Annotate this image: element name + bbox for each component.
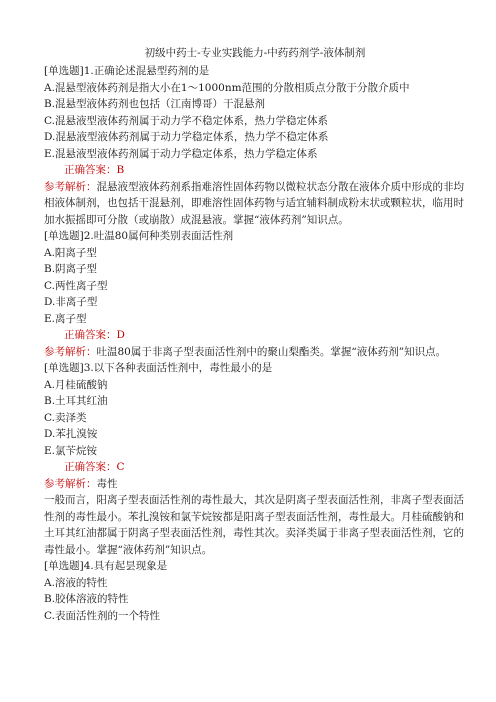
answer-label: 正确答案： bbox=[64, 329, 117, 341]
question-3 bbox=[44, 360, 466, 558]
option-c: C.表面活性剂的一个特性 bbox=[44, 609, 160, 622]
question-stem: [单选题]2.吐温80属何种类别表面活性剂 bbox=[44, 230, 234, 242]
answer-line bbox=[44, 162, 466, 179]
explanation-label: 参考解析： bbox=[44, 477, 97, 490]
answer-value: D bbox=[116, 329, 125, 341]
question-4 bbox=[44, 558, 466, 624]
option-a: A.月桂硫酸钠 bbox=[44, 378, 108, 391]
question-stem: [单选题]1.正确论述混悬型药剂的是 bbox=[44, 65, 210, 77]
explanation-text: 吐温80属于非离子型表面活性剂中的聚山梨酯类。掌握“液体药剂”知识点。 bbox=[96, 345, 447, 358]
explanation-label: 参考解析： bbox=[44, 345, 97, 358]
answer-label: 正确答案： bbox=[64, 461, 117, 473]
option-e: E.氯苄烷铵 bbox=[44, 444, 98, 457]
option-d: D.非离子型 bbox=[44, 296, 98, 308]
question-2 bbox=[44, 228, 466, 360]
option-d: D.苯扎溴铵 bbox=[44, 428, 98, 440]
explanation bbox=[44, 179, 466, 229]
answer-line bbox=[44, 459, 466, 476]
option-a: A.混悬型液体药剂是指大小在1～1000nm范围的分散相质点分散于分散介质中 bbox=[44, 81, 410, 94]
answer-value: B bbox=[116, 164, 125, 176]
option-a: A.阳离子型 bbox=[44, 246, 97, 259]
option-c: C.卖泽类 bbox=[44, 411, 87, 424]
option-c: C.混悬液型液体药剂属于动力学不稳定体系，热力学稳定体系 bbox=[44, 114, 328, 127]
option-e: E.离子型 bbox=[44, 312, 87, 325]
explanation bbox=[44, 344, 466, 361]
option-b: B.胶体溶液的特性 bbox=[44, 593, 129, 605]
explanation-detail: 一般而言，阳离子型表面活性剂的毒性最大，其次是阴离子型表面活性剂，非离子型表面活性剂的毒性最小。苯扎溴铵和氯苄烷铵都是阳离子型表面活性剂，毒性最大。月桂硫酸钠和土耳其红油都属于阴离子型表面活性剂，毒性其次。卖泽类属于非离子型表面活性剂，它的毒性最小。掌握“液体药剂”知识点。 bbox=[44, 494, 464, 556]
answer-line bbox=[44, 327, 466, 344]
option-b: B.土耳其红油 bbox=[44, 395, 108, 407]
explanation bbox=[44, 476, 466, 493]
explanation-text: 混悬液型液体药剂系指难溶性固体药物以微粒状态分散在液体介质中形成的非均相液体制剂，也包括干混悬剂，即难溶性固体药物与适宜辅料制成粉末状或颗粒状，临用时加水振摇即可分散（或崩散）成混悬液。掌握“液体药剂”知识点。 bbox=[44, 180, 464, 226]
explanation-text: 毒性 bbox=[96, 477, 118, 490]
option-c: C.两性离子型 bbox=[44, 279, 108, 292]
question-stem: [单选题]3.以下各种表面活性剂中，毒性最小的是 bbox=[44, 362, 273, 374]
document-title: 初级中药士-专业实践能力-中药药剂学-液体制剂 bbox=[144, 47, 366, 59]
option-a: A.溶液的特性 bbox=[44, 576, 108, 589]
option-e: E.混悬液型液体药剂属于动力学稳定体系，热力学稳定体系 bbox=[44, 147, 318, 160]
answer-label: 正确答案： bbox=[64, 164, 117, 176]
option-b: B.阴离子型 bbox=[44, 263, 98, 275]
answer-value: C bbox=[116, 461, 125, 473]
explanation-label: 参考解析： bbox=[44, 180, 97, 193]
question-stem: [单选题]4.具有起昙现象是 bbox=[44, 560, 168, 572]
option-d: D.混悬液型液体药剂属于动力学稳定体系，热力学不稳定体系 bbox=[44, 131, 329, 143]
option-b: B.混悬型液体药剂也包括（江南博哥）干混悬剂 bbox=[44, 98, 266, 110]
question-1 bbox=[44, 63, 466, 228]
